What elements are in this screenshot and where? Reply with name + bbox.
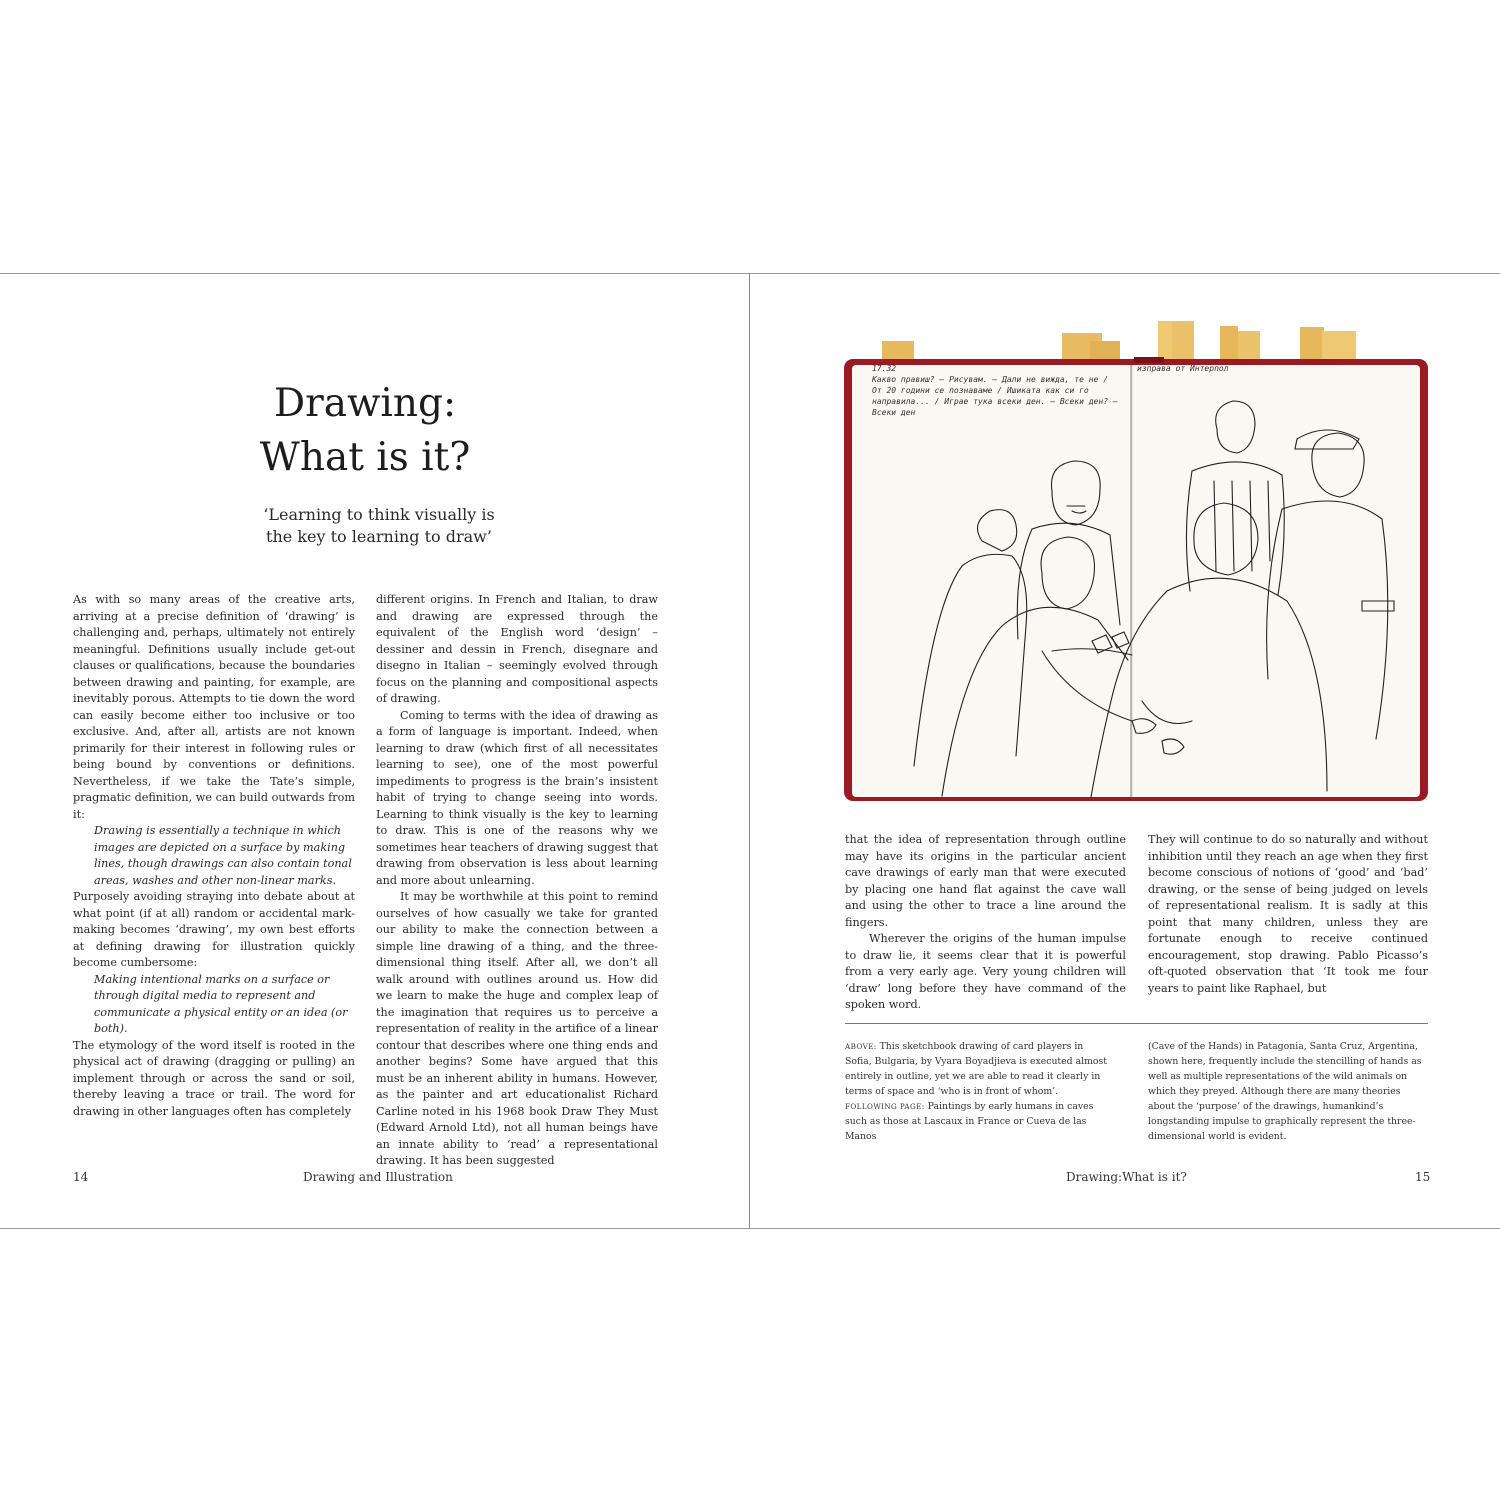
chapter-title xyxy=(200,377,530,485)
paragraph: It may be worthwhile at this point to remind ourselves of how casually we take for granted our ability to make the connection between a simple line drawing of a thing, and the three-dimensional thing itself. After all, we don’t all walk around with outlines around us. How did we learn to make the huge and complex leap of the imagination that requires us to perceive a representation of reality in the artifice of a linear contour that describes where one thing ends and another begins? Some have argued that this must be an inherent ability in humans. However, as the painter and art educationalist Richard Carline noted in his 1968 book Draw They Must (Edward Arnold Ltd), not all human beings have an innate ability to ‘read’ a representational drawing. It has been suggested xyxy=(376,890,658,1167)
running-head-right: Drawing:What is it? xyxy=(1066,1170,1187,1184)
paragraph: Purposely avoiding straying into debate about at what point (if at all) random or accidental mark-making becomes ‘drawing’, my own best efforts at defining drawing for illustration quickly become cumbersome: xyxy=(73,890,355,969)
page-number-left: 14 xyxy=(73,1170,89,1184)
epigraph xyxy=(214,504,544,548)
body-column-1 xyxy=(73,592,355,1120)
paragraph: Coming to terms with the idea of drawing as a form of language is important. Indeed, when learning to draw (which first of all necessitates learning to see), one of the most powerful impediments to progress is the brain’s insistent habit of trying to change seeing into words. Learning to think visually is the key to learning to draw. This is one of the reasons why we sometimes hear teachers of drawing suggest that drawing from observation is less about learning and more about unlearning. xyxy=(376,708,658,887)
page-number-right: 15 xyxy=(1415,1170,1431,1184)
right-page xyxy=(750,273,1500,1227)
sketch-time: 17.32 xyxy=(872,364,897,373)
definition-quote: Making intentional marks on a surface or through digital media to represent and communicate a physical entity or an idea (or both). xyxy=(94,972,348,1035)
body-column-2 xyxy=(376,592,658,1170)
chapter-title-line1: Drawing: xyxy=(273,381,457,426)
body-column-3 xyxy=(845,832,1126,1014)
paragraph: Wherever the origins of the human impulse to draw lie, it seems clear that it is powerful from a very early age. Very young children will ‘draw’ long before they have command of the spoken word. xyxy=(845,932,1126,1011)
epigraph-line2: the key to learning to draw’ xyxy=(266,527,492,546)
sketchbook-illustration xyxy=(842,321,1432,801)
sketchbook-handwritten-notes xyxy=(872,363,1122,418)
chapter-title-line2: What is it? xyxy=(259,435,471,480)
sketch-notes-left: Какво правиш? – Рисувам. – Дали не вижда, те не / От 20 години се познаваме / Ишиката как си го направила... / Играе тука всеки ден. – Всеки ден? – Всеки ден xyxy=(872,375,1118,417)
running-head-left: Drawing and Illustration xyxy=(303,1170,453,1184)
caption-right xyxy=(1148,1039,1428,1144)
caption-label-following: FOLLOWING PAGE: xyxy=(845,1102,925,1111)
paragraph: They will continue to do so naturally and without inhibition until they reach an age when they first become conscious of notions of ‘good’ and ‘bad’ drawing, or the sense of being judged on levels of representational realism. It is sadly at this point that many children, unless they are fortunate enough to receive continued encouragement, stop drawing. Pablo Picasso’s oft-quoted observation that ‘It took me four years to paint like Raphael, but xyxy=(1148,833,1428,995)
caption-text-continued: (Cave of the Hands) in Patagonia, Santa Cruz, Argentina, shown here, frequently include the stencilling of hands as well as multiple representations of the wild animals on which they preyed. Although there are many theories about the ‘purpose’ of the drawings, humankind’s longstanding impulse to graphically represent the three-dimensional world is evident. xyxy=(1148,1041,1422,1142)
left-page xyxy=(0,273,749,1227)
body-column-4 xyxy=(1148,832,1428,997)
caption-text-above: This sketchbook drawing of card players in Sofia, Bulgaria, by Vyara Boyadjieva is executed almost entirely in outline, yet we are able to read it clearly in terms of space and ‘who is in front of whom’. xyxy=(845,1041,1108,1097)
caption-label-above: ABOVE: xyxy=(845,1042,877,1051)
paragraph: As with so many areas of the creative arts, arriving at a precise definition of ‘drawing’ is challenging and, perhaps, ultimately not entirely meaningful. Definitions usually include get-out clauses or qualifications, because the boundaries between drawing and painting, for example, are inevitably porous. Attempts to tie down the word can easily become either too inclusive or too exclusive. And, after all, artists are not known primarily for their interest in following rules or being bound by conventions or definitions. Nevertheless, if we take the Tate’s simple, pragmatic definition, we can build outwards from it: xyxy=(73,593,355,821)
definition-quote: Drawing is essentially a technique in which images are depicted on a surface by making lines, though drawings can also contain tonal areas, washes and other non-linear marks. xyxy=(94,824,352,887)
paragraph: different origins. In French and Italian, to draw and drawing are expressed through the equivalent of the English word ‘design’ – dessiner and dessin in French, disegnare and disegno in Italian – seemingly evolved through focus on the planning and compositional aspects of drawing. xyxy=(376,593,658,705)
paragraph: The etymology of the word itself is rooted in the physical act of drawing (dragging or pulling) an implement through or across the sand or soil, thereby leaving a trace or trail. The word for drawing in other languages often has completely xyxy=(73,1038,355,1118)
caption-text-following: Paintings by early humans in caves such as those at Lascaux in France or Cueva de las Manos xyxy=(845,1101,1094,1142)
epigraph-line1: ‘Learning to think visually is xyxy=(263,505,495,524)
sketchbook-handwritten-notes-right: изправа от Интерпол xyxy=(1137,364,1229,373)
caption-left xyxy=(845,1039,1110,1144)
caption-rule xyxy=(845,1023,1428,1024)
paragraph: that the idea of representation through outline may have its origins in the particular ancient cave drawings of early man that were executed by placing one hand flat against the cave wall and using the other to trace a line around the fingers. xyxy=(845,833,1126,929)
